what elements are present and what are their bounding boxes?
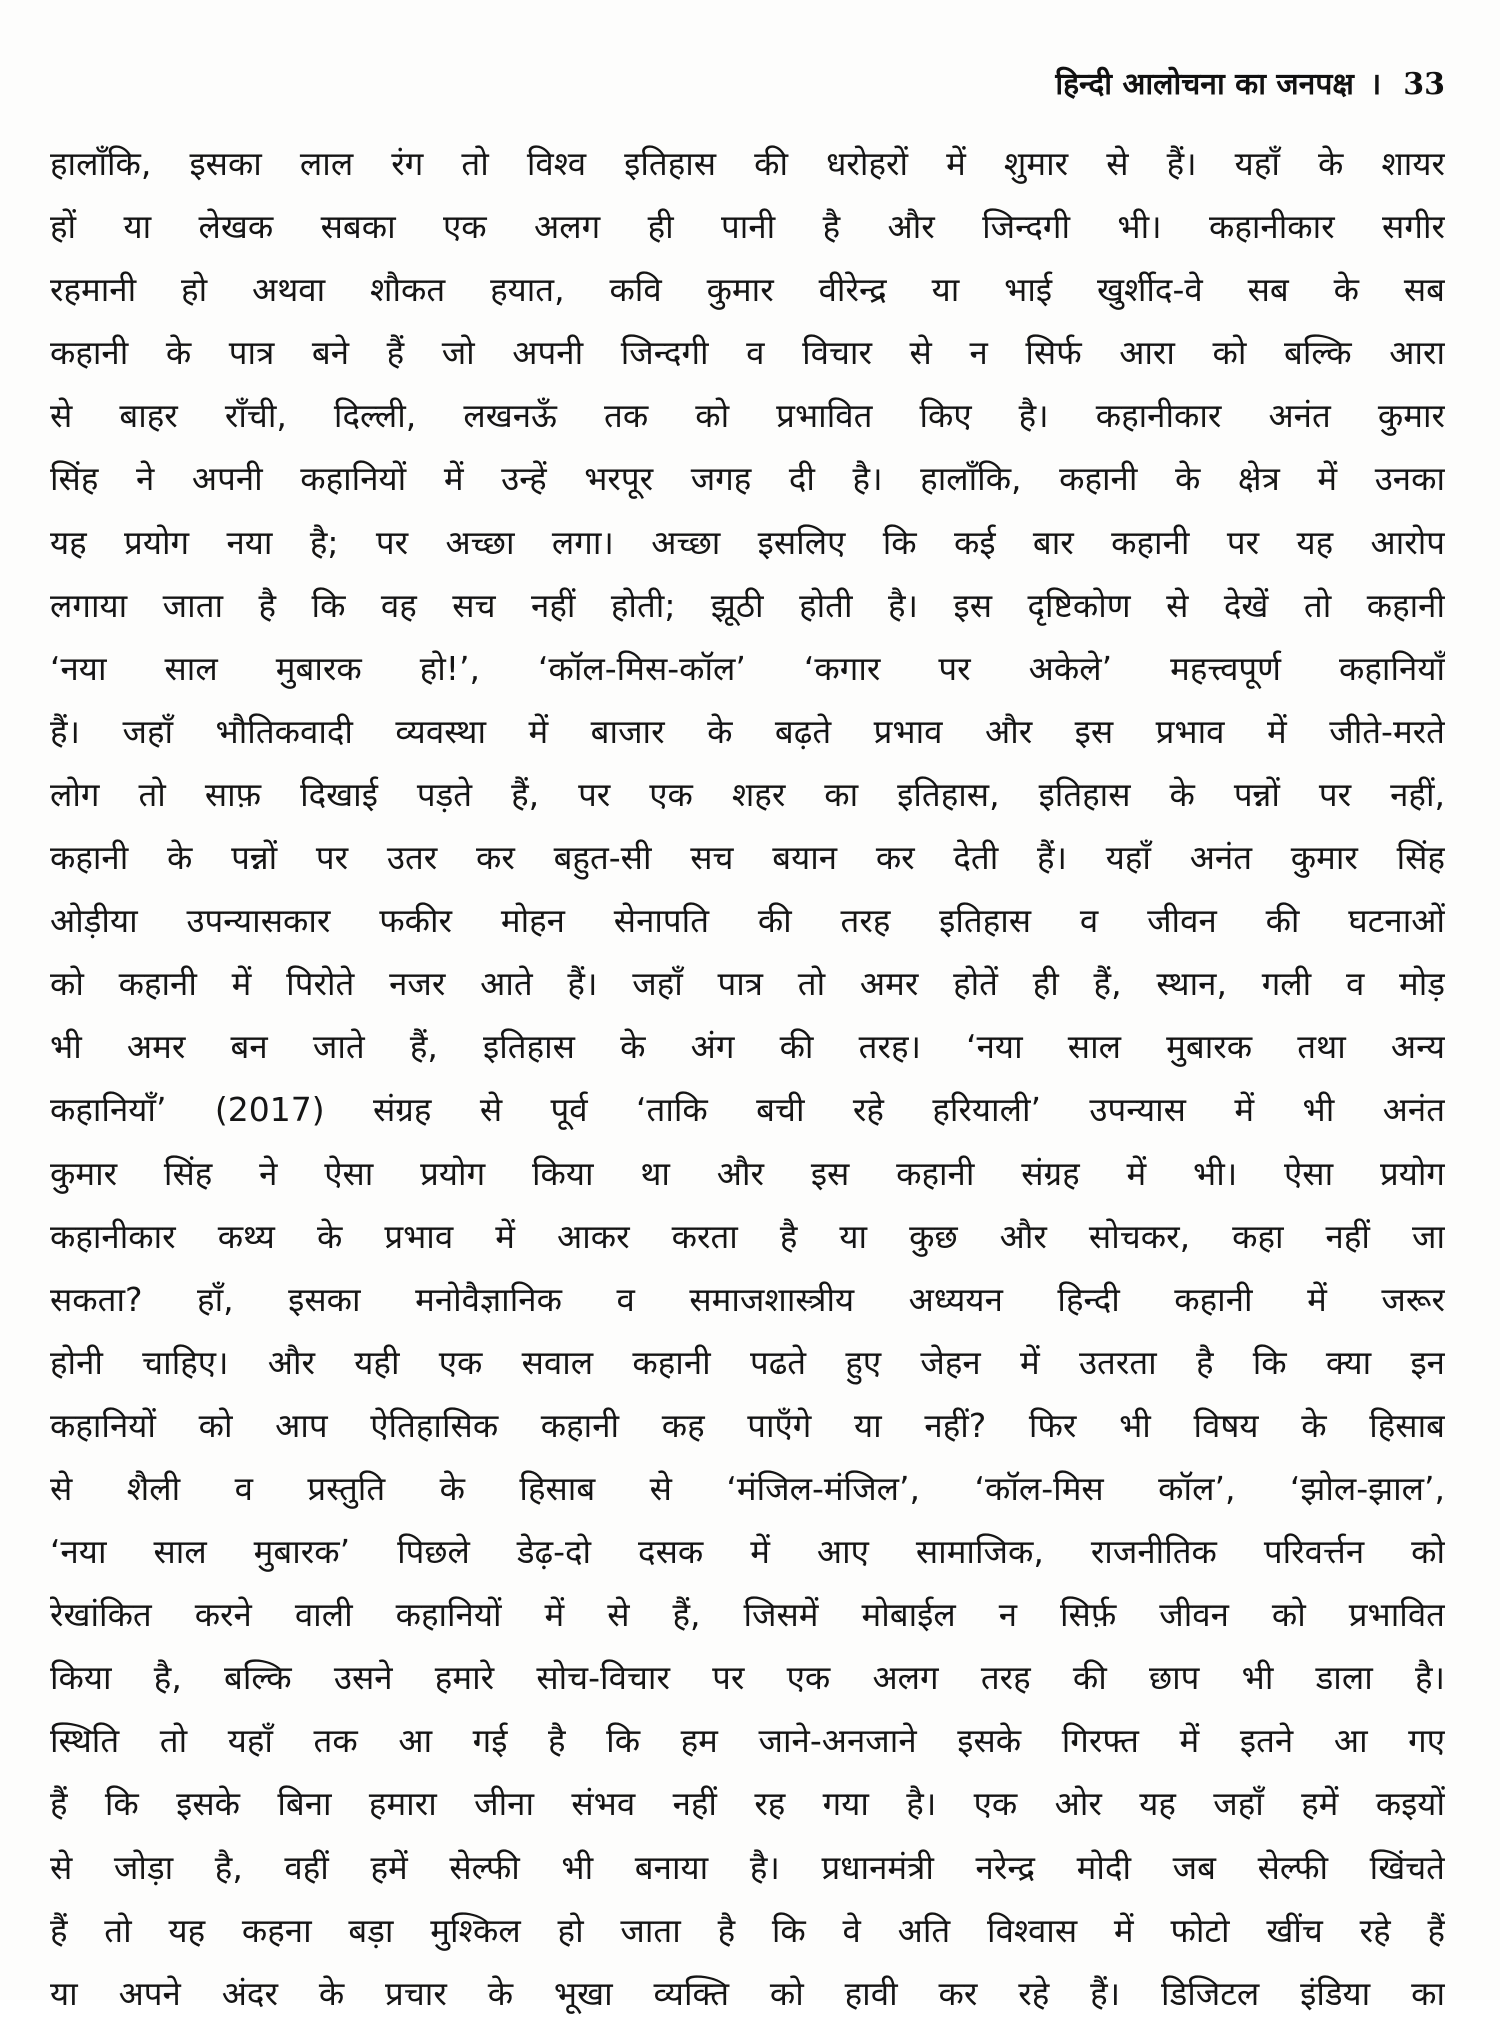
text-line: ओड़ीया उपन्यासकार फकीर मोहन सेनापति की तरह इतिहास व जीवन की घटनाओं — [50, 901, 1445, 941]
text-line: भी अमर बन जाते हैं, इतिहास के अंग की तरह। ‘नया साल मुबारक तथा अन्य — [50, 1027, 1445, 1067]
text-line: होनी चाहिए। और यही एक सवाल कहानी पढते हुए जेहन में उतरता है कि क्या इन — [50, 1342, 1445, 1382]
page-header — [1055, 62, 1445, 103]
text-line: लगाया जाता है कि वह सच नहीं होती; झूठी होती है। इस दृष्टिकोण से देखें तो कहानी — [50, 585, 1445, 625]
text-line: कहानीकार कथ्य के प्रभाव में आकर करता है या कुछ और सोचकर, कहा नहीं जा — [50, 1216, 1445, 1256]
text-line: को कहानी में पिरोते नजर आते हैं। जहाँ पात्र तो अमर होतें ही हैं, स्थान, गली व मोड़ — [50, 964, 1445, 1004]
running-title: हिन्दी आलोचना का जनपक्ष — [1055, 67, 1354, 102]
text-line: हैं कि इसके बिना हमारा जीना संभव नहीं रह गया है। एक ओर यह जहाँ हमें कइयों — [50, 1784, 1445, 1824]
text-line: से बाहर राँची, दिल्ली, लखनऊँ तक को प्रभावित किए है। कहानीकार अनंत कुमार — [50, 396, 1445, 436]
page-number: 33 — [1403, 67, 1445, 102]
text-line: रेखांकित करने वाली कहानियों में से हैं, जिसमें मोबाईल न सिर्फ़ जीवन को प्रभावित — [50, 1595, 1445, 1635]
text-line: हालाँकि, इसका लाल रंग तो विश्व इतिहास की धरोहरों में शुमार से हैं। यहाँ के शायर — [50, 144, 1445, 183]
text-line: हों या लेखक सबका एक अलग ही पानी है और जिन्दगी भी। कहानीकार सगीर — [50, 207, 1445, 247]
text-line: कहानी के पन्नों पर उतर कर बहुत-सी सच बयान कर देती हैं। यहाँ अनंत कुमार सिंह — [50, 838, 1445, 878]
text-line: कहानी के पात्र बने हैं जो अपनी जिन्दगी व विचार से न सिर्फ आरा को बल्कि आरा — [50, 333, 1445, 373]
text-line: किया है, बल्कि उसने हमारे सोच-विचार पर एक अलग तरह की छाप भी डाला है। — [50, 1658, 1445, 1698]
text-line: या अपने अंदर के प्रचार के भूखा व्यक्ति को हावी कर रहे हैं। डिजिटल इंडिया का — [50, 1973, 1445, 2013]
text-line: ‘नया साल मुबारक हो!’, ‘कॉल-मिस-कॉल’ ‘कगार पर अकेले’ महत्त्वपूर्ण कहानियाँ — [50, 648, 1445, 688]
text-line: ‘नया साल मुबारक’ पिछले डेढ़-दो दसक में आए सामाजिक, राजनीतिक परिवर्त्तन को — [50, 1532, 1445, 1572]
text-line: सिंह ने अपनी कहानियों में उन्हें भरपूर जगह दी है। हालाँकि, कहानी के क्षेत्र में उनका — [50, 459, 1445, 499]
text-line: रहमानी हो अथवा शौकत हयात, कवि कुमार वीरेन्द्र या भाई खुर्शीद-वे सब के सब — [50, 270, 1445, 310]
text-line: स्थिति तो यहाँ तक आ गई है कि हम जाने-अनजाने इसके गिरफ्त में इतने आ गए — [50, 1721, 1445, 1761]
text-line: हैं। जहाँ भौतिकवादी व्यवस्था में बाजार के बढ़ते प्रभाव और इस प्रभाव में जीते-मरते — [50, 711, 1445, 751]
text-line: कहानियों को आप ऐतिहासिक कहानी कह पाएँगे या नहीं? फिर भी विषय के हिसाब — [50, 1405, 1445, 1445]
text-line: यह प्रयोग नया है; पर अच्छा लगा। अच्छा इसलिए कि कई बार कहानी पर यह आरोप — [50, 522, 1445, 562]
text-line: कहानियाँ’ (2017) संग्रह से पूर्व ‘ताकि बची रहे हरियाली’ उपन्यास में भी अनंत — [50, 1090, 1445, 1130]
body-text — [50, 132, 1445, 2025]
text-line: से शैली व प्रस्तुति के हिसाब से ‘मंजिल-मंजिल’, ‘कॉल-मिस कॉल’, ‘झोल-झाल’, — [50, 1468, 1445, 1508]
text-line: लोग तो साफ़ दिखाई पड़ते हैं, पर एक शहर का इतिहास, इतिहास के पन्नों पर नहीं, — [50, 774, 1445, 814]
text-line: से जोड़ा है, वहीं हमें सेल्फी भी बनाया है। प्रधानमंत्री नरेन्द्र मोदी जब सेल्फी खिंचते — [50, 1847, 1445, 1887]
text-line: सकता? हाँ, इसका मनोवैज्ञानिक व समाजशास्त्रीय अध्ययन हिन्दी कहानी में जरूर — [50, 1279, 1445, 1319]
text-line: हैं तो यह कहना बड़ा मुश्किल हो जाता है कि वे अति विश्वास में फोटो खींच रहे हैं — [50, 1910, 1445, 1950]
header-separator: । — [1369, 67, 1382, 102]
text-line: कुमार सिंह ने ऐसा प्रयोग किया था और इस कहानी संग्रह में भी। ऐसा प्रयोग — [50, 1153, 1445, 1193]
